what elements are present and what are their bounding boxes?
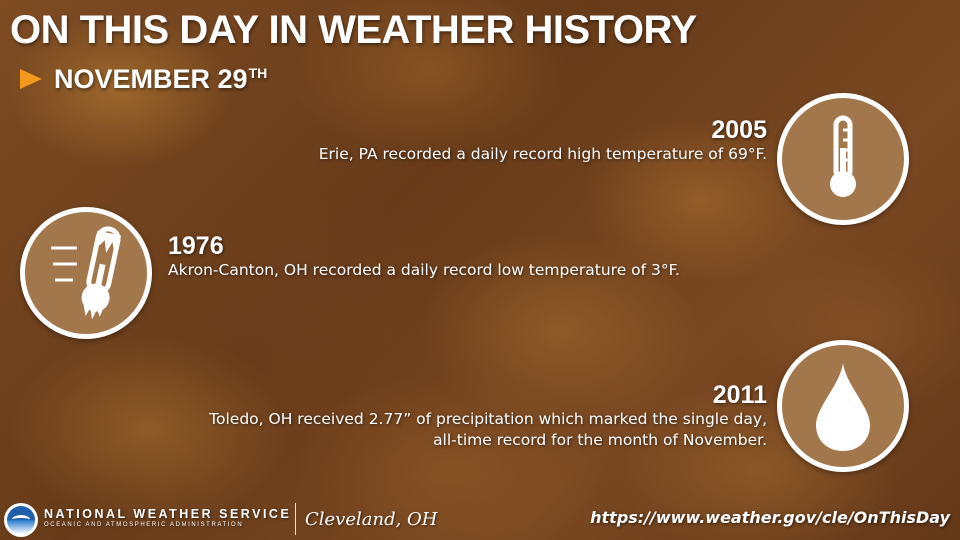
event-description-line1: Toledo, OH received 2.77” of precipitation which marked the single day,: [209, 410, 767, 428]
date-heading: [20, 64, 267, 94]
event-2011: [209, 381, 767, 451]
event-description: Akron-Canton, OH recorded a daily record low temperature of 3°F.: [168, 261, 680, 279]
event-year: 1976: [168, 232, 224, 260]
raindrop-icon-circle: [777, 340, 909, 472]
thermometer-icon: [782, 98, 904, 220]
page-title: ON THIS DAY IN WEATHER HISTORY: [10, 8, 697, 52]
event-1976: [168, 232, 680, 281]
thermometer-icon-circle: [777, 93, 909, 225]
frozen-thermometer-icon: [25, 212, 147, 334]
raindrop-icon: [782, 345, 904, 467]
frozen-thermometer-icon-circle: [20, 207, 152, 339]
agency-title: NATIONAL WEATHER SERVICE: [44, 507, 292, 521]
date-suffix: TH: [248, 65, 268, 81]
agency-subtitle: OCEANIC AND ATMOSPHERIC ADMINISTRATION: [44, 522, 244, 528]
website-link[interactable]: https://www.weather.gov/cle/OnThisDay: [590, 508, 950, 527]
arrow-right-icon: [20, 69, 42, 89]
event-description-line2: all-time record for the month of November.: [433, 431, 767, 449]
footer-divider: [295, 503, 296, 535]
event-2005: [319, 116, 767, 165]
agency-name: [44, 507, 291, 530]
office-name: Cleveland, OH: [305, 509, 438, 530]
noaa-logo-icon: [4, 503, 38, 537]
event-description: Erie, PA recorded a daily record high temperature of 69°F.: [318, 145, 767, 163]
event-year: 2005: [711, 116, 767, 144]
date-text: NOVEMBER 29: [54, 64, 248, 94]
event-year: 2011: [712, 381, 767, 409]
